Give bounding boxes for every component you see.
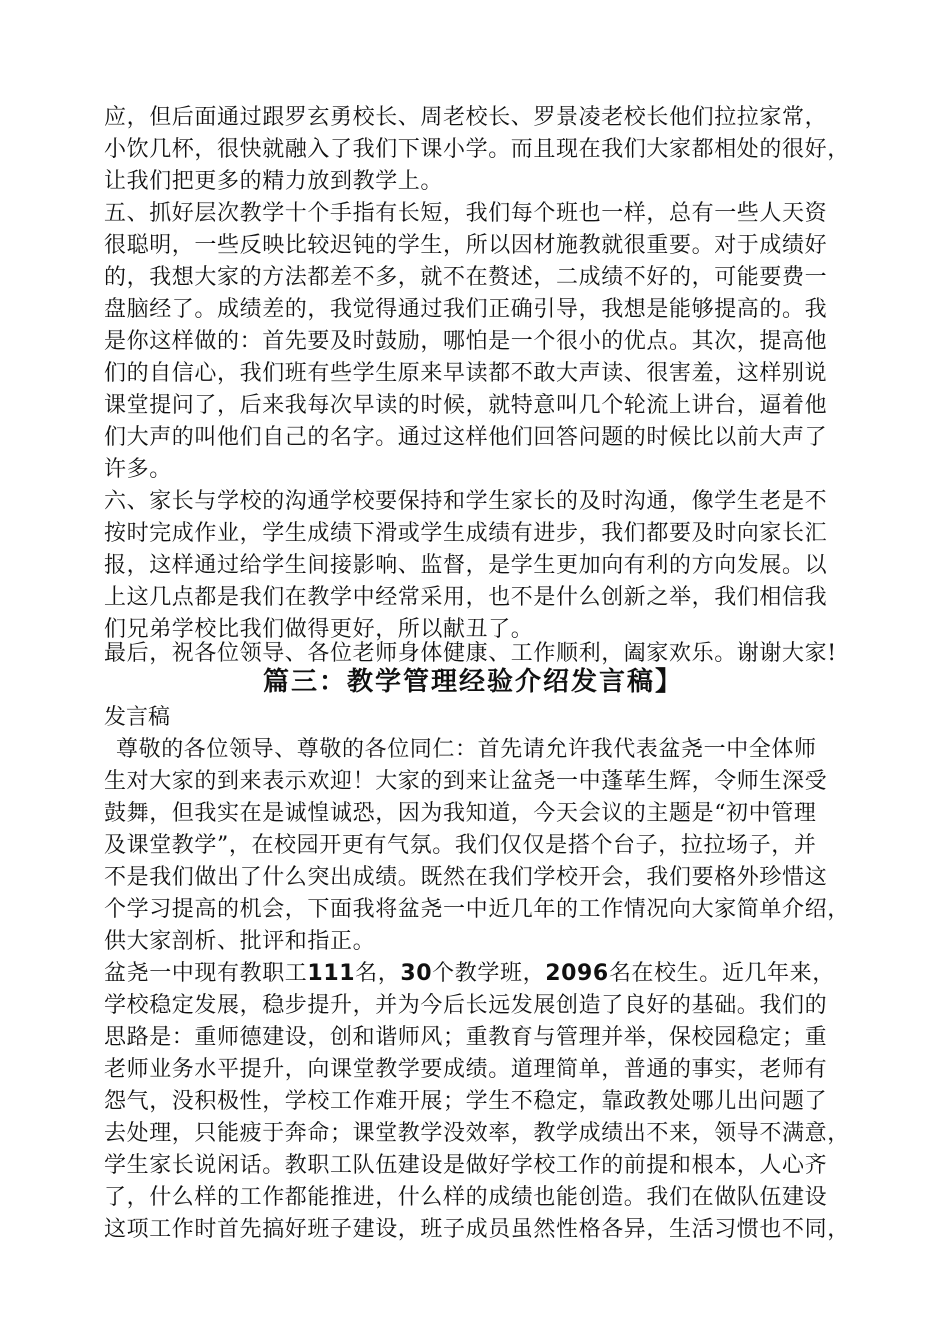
text-line: 六、家长与学校的沟通学校要保持和学生家长的及时沟通，像学生老是不 — [104, 489, 828, 514]
class-count: 30 — [400, 961, 433, 986]
text-line: 个学习提高的机会，下面我将盆尧一中近几年的工作情况向大家简单介绍， — [104, 897, 850, 922]
text-line: 尊敬的各位领导、尊敬的各位同仁：首先请允许我代表盆尧一中全体师 — [116, 737, 817, 762]
text-line: 应，但后面通过跟罗玄勇校长、周老校长、罗景凌老校长他们拉拉家常， — [104, 105, 828, 130]
text-line: 鼓舞，但我实在是诚惶诚恐，因为我知道，今天会议的主题是“初中管理 — [104, 801, 817, 826]
text-line: 不是我们做出了什么突出成绩。既然在我们学校开会，我们要格外珍惜这 — [104, 865, 828, 890]
text-segment: 名， — [355, 961, 401, 986]
text-line: 怨气，没积极性，学校工作难开展；学生不稳定，靠政教处哪儿出问题了 — [104, 1089, 828, 1114]
closing-line: 最后，祝各位领导、各位老师身体健康、工作顺利，阖家欢乐。谢谢大家! — [104, 641, 837, 666]
text-line: 小饮几杯，很快就融入了我们下课小学。而且现在我们大家都相处的很好， — [104, 137, 850, 162]
text-line: 们兄弟学校比我们做得更好，所以献丑了。 — [104, 617, 534, 642]
text-line: 学校稳定发展，稳步提升，并为今后长远发展创造了良好的基础。我们的 — [104, 993, 828, 1018]
text-line: 了，什么样的工作都能推进，什么样的成绩也能创造。我们在做队伍建设 — [104, 1185, 828, 1210]
text-line: 许多。 — [104, 457, 172, 482]
text-line: 供大家剖析、批评和指正。 — [104, 929, 376, 954]
text-line: 盘脑经了。成绩差的，我觉得通过我们正确引导，我想是能够提高的。我 — [104, 297, 828, 322]
text-line: 思路是：重师德建设，创和谐师风；重教育与管理并举，保校园稳定；重 — [104, 1025, 828, 1050]
staff-count: 111 — [307, 961, 356, 986]
text-line: 按时完成作业，学生成绩下滑或学生成绩有进步，我们都要及时向家长汇 — [104, 521, 828, 546]
text-line: 去处理，只能疲于奔命；课堂教学没效率，教学成绩出不来，领导不满意， — [104, 1121, 850, 1146]
text-line: 及课堂教学”，在校园开更有气氛。我们仅仅是搭个台子，拉拉场子，并 — [104, 833, 817, 858]
text-line: 们的自信心，我们班有些学生原来早读都不敢大声读、很害羞，这样别说 — [104, 361, 828, 386]
text-line: 的，我想大家的方法都差不多，就不在赘述，二成绩不好的，可能要费一 — [104, 265, 828, 290]
student-count: 2096 — [545, 961, 609, 986]
text-line: 们大声的叫他们自己的名字。通过这样他们回答问题的时候比以前大声了 — [104, 425, 828, 450]
text-segment: 名在校生。近几年来， — [608, 961, 835, 986]
text-line: 很聪明，一些反映比较迟钝的学生，所以因材施教就很重要。对于成绩好 — [104, 233, 828, 258]
section-heading: 篇三：教学管理经验介绍发言稿】 — [263, 667, 684, 697]
text-line: 这项工作时首先搞好班子建设，班子成员虽然性格各异，生活习惯也不同， — [104, 1217, 850, 1242]
text-segment: 盆尧一中现有教职工 — [104, 961, 308, 986]
text-line: 学生家长说闲话。教职工队伍建设是做好学校工作的前提和根本，人心齐 — [104, 1153, 828, 1178]
section-subheading: 发言稿 — [104, 705, 171, 730]
text-line: 课堂提问了，后来我每次早读的时候，就特意叫几个轮流上讲台，逼着他 — [104, 393, 828, 418]
text-line: 老师业务水平提升，向课堂教学要成绩。道理简单，普通的事实，老师有 — [104, 1057, 828, 1082]
text-line: 是你这样做的：首先要及时鼓励，哪怕是一个很小的优点。其次，提高他 — [104, 329, 828, 354]
text-line: 让我们把更多的精力放到教学上。 — [104, 169, 444, 194]
text-line: 生对大家的到来表示欢迎！大家的到来让盆尧一中蓬荜生辉，令师生深受 — [104, 769, 828, 794]
text-segment: 个教学班， — [432, 961, 546, 986]
text-line-with-numbers — [104, 959, 835, 989]
text-line: 五、抓好层次教学十个手指有长短，我们每个班也一样，总有一些人天资 — [104, 201, 828, 226]
text-line: 报，这样通过给学生间接影响、监督，是学生更加向有利的方向发展。以 — [104, 553, 828, 578]
text-line: 上这几点都是我们在教学中经常采用，也不是什么创新之举，我们相信我 — [104, 585, 828, 610]
